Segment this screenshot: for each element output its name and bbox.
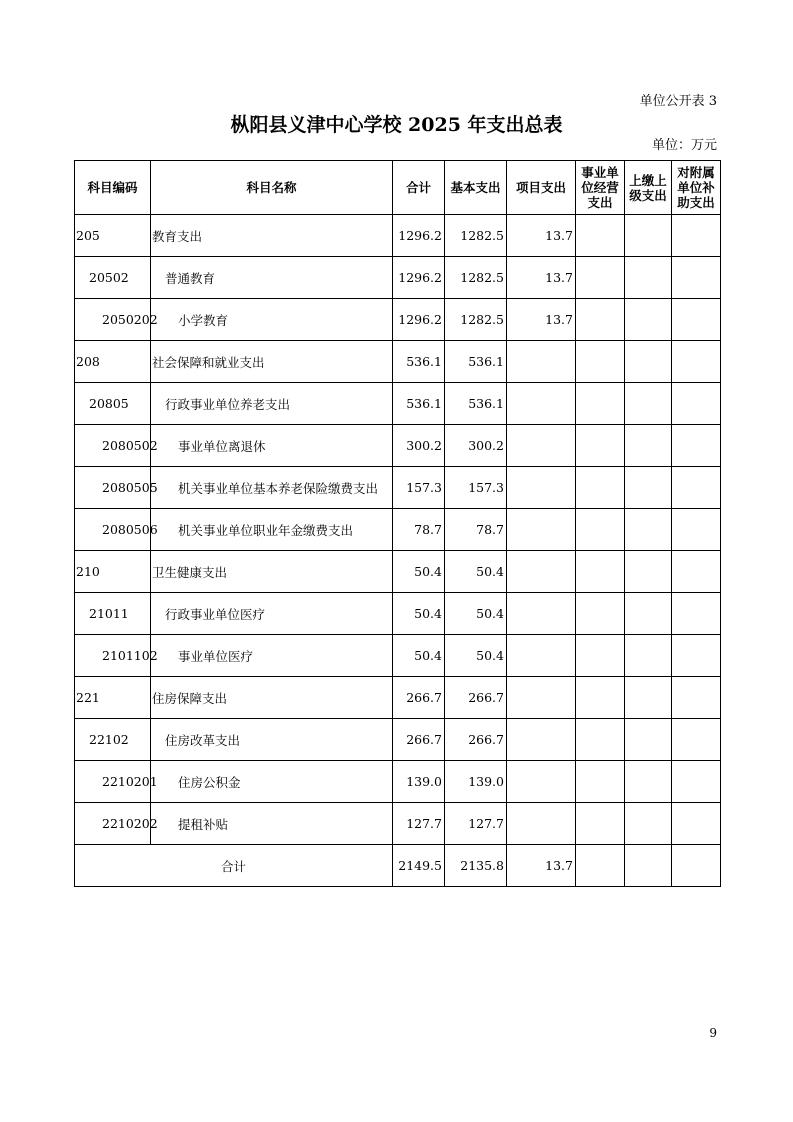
- row-name: 事业单位医疗: [151, 635, 393, 677]
- row-total: 300.2: [393, 425, 445, 467]
- row-subsidy: [672, 299, 721, 341]
- row-basic: 1282.5: [445, 257, 507, 299]
- row-name: 行政事业单位医疗: [151, 593, 393, 635]
- row-name: 社会保障和就业支出: [151, 341, 393, 383]
- row-name: 教育支出: [151, 215, 393, 257]
- row-total: 536.1: [393, 341, 445, 383]
- row-project: [507, 383, 576, 425]
- row-subsidy: [672, 215, 721, 257]
- total-basic: 2135.8: [445, 845, 507, 887]
- table-row: [75, 593, 721, 635]
- row-project: [507, 761, 576, 803]
- row-business: [576, 341, 625, 383]
- row-code: 208: [75, 341, 151, 383]
- page-title: 枞阳县义津中心学校 2025 年支出总表: [230, 114, 563, 136]
- row-code: 205: [75, 215, 151, 257]
- table-row: [75, 761, 721, 803]
- row-project: [507, 467, 576, 509]
- row-project: [507, 551, 576, 593]
- row-basic: 1282.5: [445, 215, 507, 257]
- row-upper: [625, 593, 672, 635]
- row-upper: [625, 803, 672, 845]
- row-code: 2080502: [75, 425, 151, 467]
- row-upper: [625, 467, 672, 509]
- row-name: 事业单位离退休: [151, 425, 393, 467]
- row-total: 1296.2: [393, 257, 445, 299]
- row-code: 2080506: [75, 509, 151, 551]
- row-upper: [625, 719, 672, 761]
- table-row: [75, 257, 721, 299]
- row-subsidy: [672, 635, 721, 677]
- table-header-row: [75, 161, 721, 215]
- row-project: [507, 341, 576, 383]
- row-upper: [625, 635, 672, 677]
- row-name: 提租补贴: [151, 803, 393, 845]
- row-subsidy: [672, 425, 721, 467]
- row-basic: 50.4: [445, 593, 507, 635]
- row-code: 210: [75, 551, 151, 593]
- row-code: 2210201: [75, 761, 151, 803]
- row-upper: [625, 215, 672, 257]
- row-basic: 139.0: [445, 761, 507, 803]
- row-business: [576, 425, 625, 467]
- row-total: 266.7: [393, 677, 445, 719]
- row-total: 50.4: [393, 635, 445, 677]
- row-basic: 78.7: [445, 509, 507, 551]
- row-subsidy: [672, 761, 721, 803]
- row-total: 536.1: [393, 383, 445, 425]
- row-basic: 266.7: [445, 719, 507, 761]
- row-total: 1296.2: [393, 215, 445, 257]
- row-code: 21011: [75, 593, 151, 635]
- row-name: 住房公积金: [151, 761, 393, 803]
- row-project: 13.7: [507, 257, 576, 299]
- row-name: 卫生健康支出: [151, 551, 393, 593]
- total-business: [576, 845, 625, 887]
- row-project: [507, 593, 576, 635]
- total-row: [75, 845, 721, 887]
- expense-table: [74, 160, 721, 887]
- row-subsidy: [672, 593, 721, 635]
- header-total: 合计: [393, 161, 445, 215]
- row-subsidy: [672, 383, 721, 425]
- row-code: 22102: [75, 719, 151, 761]
- table-row: [75, 425, 721, 467]
- header-name: 科目名称: [151, 161, 393, 215]
- row-name: 行政事业单位养老支出: [151, 383, 393, 425]
- row-business: [576, 719, 625, 761]
- row-business: [576, 635, 625, 677]
- row-business: [576, 467, 625, 509]
- row-basic: 127.7: [445, 803, 507, 845]
- table-row: [75, 383, 721, 425]
- row-total: 139.0: [393, 761, 445, 803]
- total-total: 2149.5: [393, 845, 445, 887]
- row-total: 266.7: [393, 719, 445, 761]
- header-business: 事业单位经营支出: [576, 161, 625, 215]
- row-total: 50.4: [393, 593, 445, 635]
- row-project: [507, 719, 576, 761]
- row-name: 机关事业单位职业年金缴费支出: [151, 509, 393, 551]
- row-upper: [625, 383, 672, 425]
- row-upper: [625, 761, 672, 803]
- row-upper: [625, 677, 672, 719]
- table-row: [75, 509, 721, 551]
- row-basic: 50.4: [445, 635, 507, 677]
- row-basic: 1282.5: [445, 299, 507, 341]
- table-row: [75, 551, 721, 593]
- row-business: [576, 257, 625, 299]
- row-subsidy: [672, 341, 721, 383]
- row-business: [576, 677, 625, 719]
- header-project: 项目支出: [507, 161, 576, 215]
- row-business: [576, 761, 625, 803]
- header-code: 科目编码: [75, 161, 151, 215]
- row-total: 50.4: [393, 551, 445, 593]
- page-number: 9: [709, 1026, 717, 1040]
- total-upper: [625, 845, 672, 887]
- row-project: [507, 803, 576, 845]
- row-subsidy: [672, 467, 721, 509]
- table-row: [75, 299, 721, 341]
- row-name: 住房保障支出: [151, 677, 393, 719]
- row-business: [576, 509, 625, 551]
- row-total: 127.7: [393, 803, 445, 845]
- document-label: 单位公开表 3: [639, 94, 717, 109]
- row-subsidy: [672, 803, 721, 845]
- table-row: [75, 467, 721, 509]
- row-subsidy: [672, 257, 721, 299]
- row-code: 2050202: [75, 299, 151, 341]
- row-project: [507, 635, 576, 677]
- total-project: 13.7: [507, 845, 576, 887]
- table-row: [75, 341, 721, 383]
- row-name: 住房改革支出: [151, 719, 393, 761]
- header-subsidy: 对附属单位补助支出: [672, 161, 721, 215]
- row-name: 普通教育: [151, 257, 393, 299]
- row-basic: 266.7: [445, 677, 507, 719]
- total-label: 合计: [75, 845, 393, 887]
- row-upper: [625, 299, 672, 341]
- row-total: 1296.2: [393, 299, 445, 341]
- row-code: 221: [75, 677, 151, 719]
- row-total: 157.3: [393, 467, 445, 509]
- row-total: 78.7: [393, 509, 445, 551]
- row-project: [507, 425, 576, 467]
- table-row: [75, 635, 721, 677]
- row-business: [576, 551, 625, 593]
- row-business: [576, 593, 625, 635]
- row-upper: [625, 341, 672, 383]
- row-basic: 157.3: [445, 467, 507, 509]
- row-upper: [625, 425, 672, 467]
- row-business: [576, 383, 625, 425]
- unit-label: 单位：万元: [651, 138, 717, 153]
- row-upper: [625, 257, 672, 299]
- row-business: [576, 299, 625, 341]
- row-basic: 536.1: [445, 383, 507, 425]
- table-row: [75, 677, 721, 719]
- row-code: 20805: [75, 383, 151, 425]
- row-code: 2101102: [75, 635, 151, 677]
- row-code: 2210202: [75, 803, 151, 845]
- row-name: 小学教育: [151, 299, 393, 341]
- row-code: 20502: [75, 257, 151, 299]
- table-row: [75, 803, 721, 845]
- row-project: [507, 677, 576, 719]
- row-basic: 536.1: [445, 341, 507, 383]
- row-business: [576, 215, 625, 257]
- total-subsidy: [672, 845, 721, 887]
- row-basic: 300.2: [445, 425, 507, 467]
- row-subsidy: [672, 719, 721, 761]
- row-project: 13.7: [507, 215, 576, 257]
- row-subsidy: [672, 509, 721, 551]
- row-code: 2080505: [75, 467, 151, 509]
- row-project: 13.7: [507, 299, 576, 341]
- row-upper: [625, 509, 672, 551]
- table-row: [75, 719, 721, 761]
- row-upper: [625, 551, 672, 593]
- row-name: 机关事业单位基本养老保险缴费支出: [151, 467, 393, 509]
- row-subsidy: [672, 551, 721, 593]
- header-upper: 上缴上级支出: [625, 161, 672, 215]
- row-project: [507, 509, 576, 551]
- row-business: [576, 803, 625, 845]
- row-subsidy: [672, 677, 721, 719]
- header-basic: 基本支出: [445, 161, 507, 215]
- table-row: [75, 215, 721, 257]
- row-basic: 50.4: [445, 551, 507, 593]
